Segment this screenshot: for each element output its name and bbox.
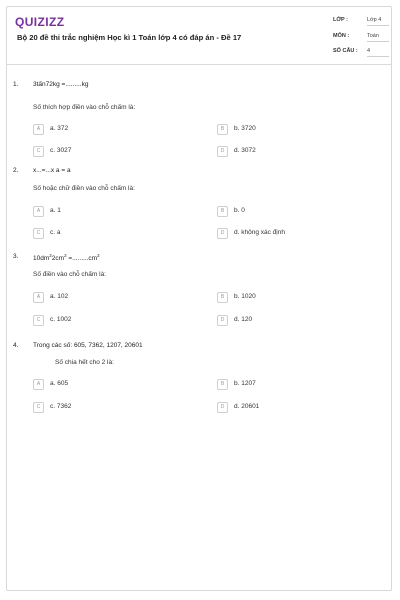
question-prompt: Số điền vào chỗ chấm là: xyxy=(33,271,106,278)
question-text: 3tấn72kg =.........kg xyxy=(33,81,89,88)
question-text xyxy=(33,253,100,262)
option-text: c. a xyxy=(50,229,61,236)
option-letter-box: A xyxy=(33,124,44,135)
option-letter-box: D xyxy=(217,315,228,326)
text-part: =.........cm xyxy=(66,255,98,263)
option-text: a. 372 xyxy=(50,125,69,132)
option-letter-box: B xyxy=(217,379,228,390)
text-part: 2cm xyxy=(51,255,65,263)
superscript: 2 xyxy=(49,253,52,258)
option-text: c. 3027 xyxy=(50,147,72,154)
question-text: Trong các số: 605, 7362, 1207, 20601 xyxy=(33,342,143,349)
text-part: 10dm xyxy=(33,255,50,263)
option-text: c. 7362 xyxy=(50,403,72,410)
option-letter-box: C xyxy=(33,146,44,157)
option-letter-box: B xyxy=(217,124,228,135)
meta-count-value: 4 xyxy=(367,48,389,57)
option-letter-box: C xyxy=(33,228,44,239)
option-letter-box: D xyxy=(217,146,228,157)
option-text: d. 3072 xyxy=(234,147,256,154)
option-text: d. không xác định xyxy=(234,229,285,236)
question-number: 2. xyxy=(13,167,19,174)
question-text: x...=...x a = a xyxy=(33,167,71,174)
superscript: 2 xyxy=(97,253,100,258)
option-text: c. 1002 xyxy=(50,316,72,323)
meta-class-label: LỚP : xyxy=(333,17,348,23)
meta-subject-value: Toán xyxy=(367,33,389,42)
option-letter-box: B xyxy=(217,206,228,217)
option-text: d. 20601 xyxy=(234,403,260,410)
worksheet-frame xyxy=(6,6,392,591)
meta-subject xyxy=(333,33,393,45)
option-letter-box: A xyxy=(33,292,44,303)
question-number: 3. xyxy=(13,253,19,260)
meta-class-value: Lớp 4 xyxy=(367,17,389,26)
option-letter-box: A xyxy=(33,379,44,390)
option-text: a. 102 xyxy=(50,293,69,300)
question-prompt: Số hoặc chữ điền vào chỗ chấm là: xyxy=(33,185,135,192)
superscript: 2 xyxy=(64,253,67,258)
question-prompt: Số chia hết cho 2 là: xyxy=(55,359,114,366)
option-text: b. 1020 xyxy=(234,293,256,300)
option-letter-box: C xyxy=(33,402,44,413)
option-letter-box: A xyxy=(33,206,44,217)
option-text: b. 3720 xyxy=(234,125,256,132)
meta-class xyxy=(333,17,393,29)
option-text: b. 1207 xyxy=(234,380,256,387)
option-letter-box: D xyxy=(217,402,228,413)
meta-count xyxy=(333,48,393,60)
quizizz-logo: QUIZIZZ xyxy=(15,15,65,29)
question-prompt: Số thích hợp điền vào chỗ chấm là: xyxy=(33,104,136,111)
option-letter-box: D xyxy=(217,228,228,239)
question-number: 4. xyxy=(13,342,19,349)
question-number: 1. xyxy=(13,81,19,88)
option-text: a. 605 xyxy=(50,380,69,387)
meta-subject-label: MÔN : xyxy=(333,33,350,39)
option-letter-box: B xyxy=(217,292,228,303)
option-text: b. 0 xyxy=(234,207,245,214)
worksheet-header xyxy=(7,7,391,65)
option-letter-box: C xyxy=(33,315,44,326)
worksheet-title: Bộ 20 đề thi trắc nghiệm Học kì 1 Toán lớp 4 có đáp án - Đề 17 xyxy=(17,33,242,42)
meta-count-label: SỐ CÂU : xyxy=(333,48,358,54)
option-text: d. 120 xyxy=(234,316,253,323)
option-text: a. 1 xyxy=(50,207,61,214)
